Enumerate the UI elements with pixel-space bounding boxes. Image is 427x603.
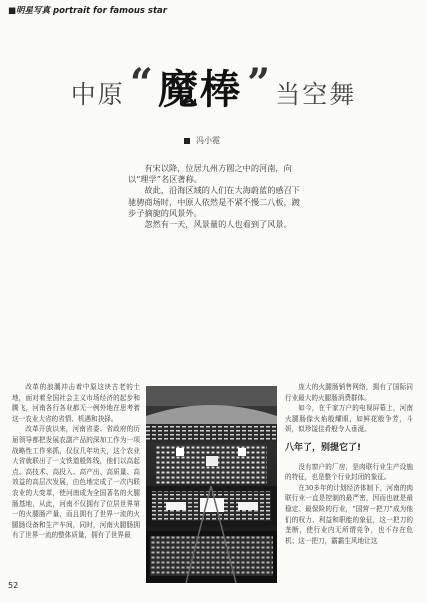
- section-heading: 八年了，别提它了!: [285, 442, 362, 453]
- page-number: 52: [8, 581, 19, 590]
- intro-paragraph: 忽然有一天，风景量的人也看到了风景。: [144, 219, 292, 230]
- article-title: [0, 58, 427, 113]
- body-paragraph: 没有窗户的厂房，是肉联行业生产设施的特征，也是整个行业封闭的象征。: [285, 462, 413, 482]
- right-column: [285, 382, 413, 546]
- body-paragraph: 如今，在千家万户的电视屏幕上，河南火腿肠像火焰般耀眼，如鲜花般争芳，斗妍，似珍馐佳肴般令人垂涎。: [285, 404, 413, 434]
- factory-photo-illustration: [146, 386, 277, 583]
- intro-text: [128, 163, 306, 230]
- title-close-quote: ”: [247, 60, 271, 107]
- intro-paragraph: 有宋以降，位居九州方圆之中的河南，向以“理学”名区著称。: [128, 163, 292, 185]
- title-main: 魔棒: [158, 66, 242, 113]
- square-bullet-icon: [184, 138, 190, 144]
- title-open-quote: “: [129, 60, 153, 107]
- body-paragraph: 改革的浪潮冲击着中原这块古老的土地，面对着全国社会主义市场经济的起步和腾飞，河南各行各业都无一例外地在思考着这一农业大省的省情、机遇和抉择。: [12, 383, 140, 423]
- left-column: [12, 382, 140, 541]
- section-header-tag: ■明星写真 portrait for famous star: [8, 6, 167, 16]
- factory-aerial-photo: [146, 386, 277, 583]
- author-name: 冯小霓: [196, 136, 220, 145]
- intro-paragraph: 故此，沿海区域的人们在大海蔚蓝的感召下驰骋商场时，中原人依然是不紧不慢二八板，踱步子摘旎的风景外。: [128, 185, 300, 218]
- body-paragraph: 庞大的火腿肠销售网络，拥有了国际同行业最大的火腿肠消费群体。: [285, 383, 413, 402]
- title-suffix: 当空舞: [275, 80, 357, 109]
- body-paragraph: 改革开放以来，河南省委、省政府的历届领导都把发展农副产品的深加工作为一项战略性工作来抓，仅仅几年功夫，这个农业大省就联出了一支铁道般阵线，他们以高起点、高技术、高投入、高产出、高质量、高效益的高层次发展，由色地完成了一次内联农业的大变革，使河南成为全国著名的火腿肠基地，从此，河南不仅拥有了位居世界第一的火腿肠产量，而且拥有了世界一流的火腿肠设备和生产车间，同时，河南火腿肠拥有了世界一流的整体质量，拥有了世界最: [12, 425, 140, 540]
- body-paragraph: 在30多年的计划经济体制下，河南的肉联行业一直是控制的最严密，因而也就是最稳定、最保险的行业，“国营一把刀”成为他们的权力、利益和职能的象征，这一把刀的垄断，使行业内无所谓竞争，也不存在危机；这一把刀，霸霸生风地让这: [285, 483, 413, 545]
- byline: [184, 135, 220, 146]
- title-prefix: 中原: [70, 80, 125, 109]
